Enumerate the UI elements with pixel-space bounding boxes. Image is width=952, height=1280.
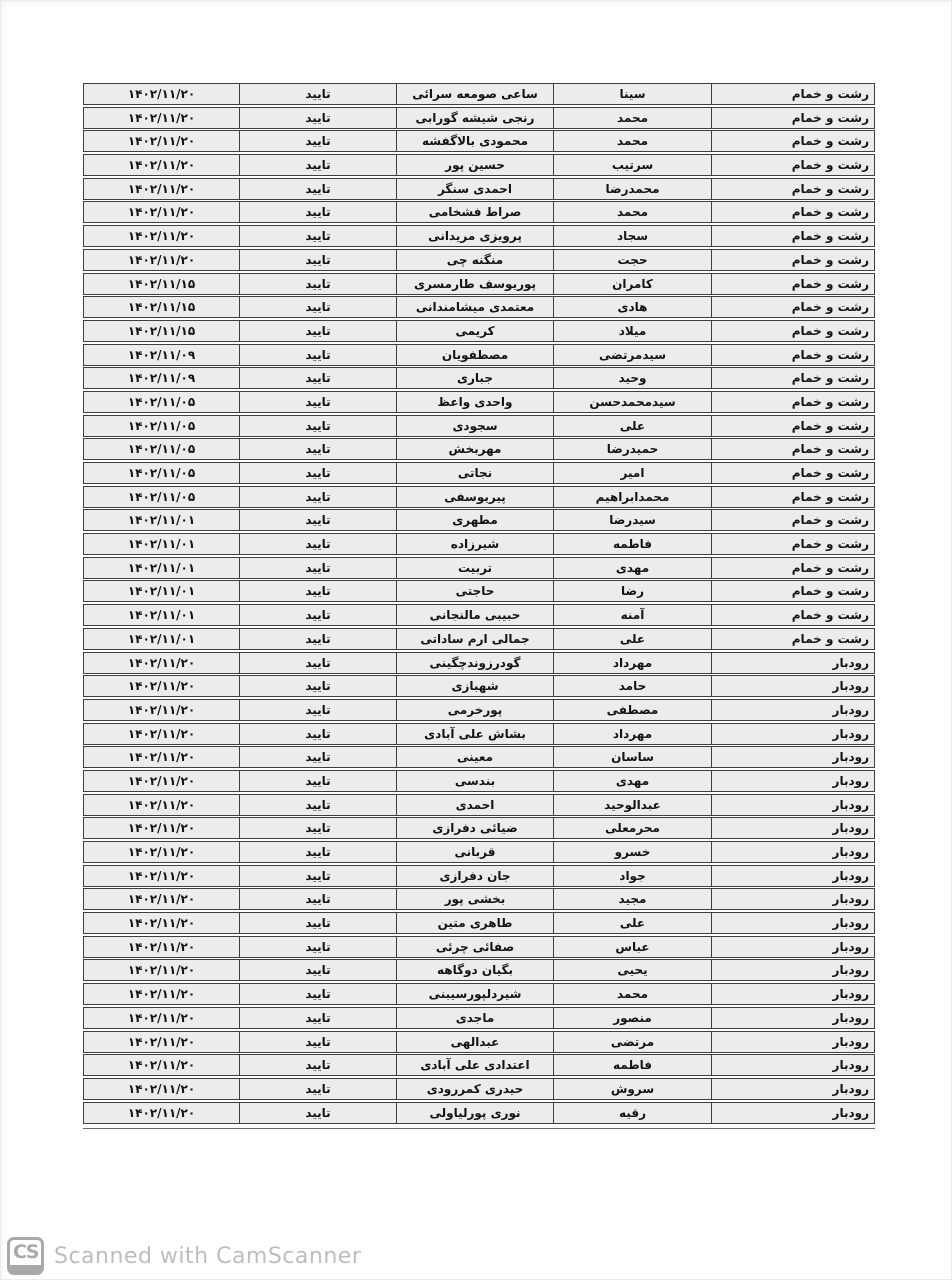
cell-last-name: جباری [397,368,554,388]
cell-last-name: پرویزی مریدانی [397,226,554,246]
cell-status: تایید [240,605,397,625]
cell-last-name: احمدی [397,795,554,815]
table-row [83,557,875,579]
cell-date: ۱۴۰۲/۱۱/۰۵ [84,416,240,436]
cell-city: رشت و خمام [791,394,869,409]
cell-date: ۱۴۰۲/۱۱/۰۱ [84,510,240,530]
cell-last-name: بشاش علی آبادی [397,724,554,744]
cell-first-name: عبدالوحید [554,795,712,815]
table-row [83,178,875,200]
table-row [83,794,875,816]
cell-first-name: مهدی [554,558,712,578]
table-row [83,107,875,129]
cell-city: رودبار [832,1105,869,1120]
cell-last-name: مطهری [397,510,554,530]
table-row [83,1054,875,1076]
cell-city: رودبار [832,1010,869,1025]
cell-date: ۱۴۰۲/۱۱/۲۰ [84,1055,240,1075]
cell-last-name: پیریوسفی [397,487,554,507]
cell-city: رشت و خمام [791,181,869,196]
cell-date: ۱۴۰۲/۱۱/۲۰ [84,226,240,246]
cell-first-name: سیدرضا [554,510,712,530]
cell-last-name: بخشی پور [397,889,554,909]
cell-date: ۱۴۰۲/۱۱/۲۰ [84,913,240,933]
cell-date: ۱۴۰۲/۱۱/۲۰ [84,653,240,673]
cell-first-name: علی [554,416,712,436]
cell-status: تایید [240,368,397,388]
cell-date: ۱۴۰۲/۱۱/۰۱ [84,534,240,554]
cell-date: ۱۴۰۲/۱۱/۲۰ [84,250,240,270]
cell-date: ۱۴۰۲/۱۱/۰۵ [84,392,240,412]
cell-last-name: بندسی [397,771,554,791]
cell-date: ۱۴۰۲/۱۱/۰۵ [84,439,240,459]
cell-first-name: هادی [554,297,712,317]
cell-city: رودبار [832,773,869,788]
table-row [83,462,875,484]
table-row [83,865,875,887]
cell-city: رودبار [832,726,869,741]
table-row [83,604,875,626]
cell-last-name: ضیائی دفرازی [397,818,554,838]
cell-date: ۱۴۰۲/۱۱/۰۱ [84,605,240,625]
table-row [83,154,875,176]
cell-status: تایید [240,487,397,507]
table-row [83,201,875,223]
cell-last-name: پوریوسف طارمسری [397,274,554,294]
cell-first-name: محمدرضا [554,179,712,199]
cell-status: تایید [240,1103,397,1123]
cell-first-name: مهدی [554,771,712,791]
cell-first-name: امیر [554,463,712,483]
cell-first-name: محرمعلی [554,818,712,838]
cell-date: ۱۴۰۲/۱۱/۲۰ [84,700,240,720]
cell-city: رشت و خمام [791,560,869,575]
cell-last-name: پورخرمی [397,700,554,720]
cell-city: رشت و خمام [791,631,869,646]
cell-first-name: مجید [554,889,712,909]
cell-first-name: یحیی [554,960,712,980]
cell-status: تایید [240,1008,397,1028]
cell-status: تایید [240,913,397,933]
table-row [83,225,875,247]
cell-status: تایید [240,179,397,199]
cell-status: تایید [240,534,397,554]
table-row [83,415,875,437]
table-row [83,699,875,721]
cell-last-name: مهربخش [397,439,554,459]
table-row [83,83,875,105]
table-row [83,580,875,602]
cell-status: تایید [240,960,397,980]
cell-first-name: عباس [554,937,712,957]
table-row [83,273,875,295]
cell-city: رشت و خمام [791,608,869,623]
cell-city: رشت و خمام [791,513,869,528]
table-row [83,367,875,389]
cell-date: ۱۴۰۲/۱۱/۲۰ [84,842,240,862]
cell-city: رودبار [832,655,869,670]
table-row [83,391,875,413]
cell-status: تایید [240,1079,397,1099]
cell-last-name: قربانی [397,842,554,862]
cell-date: ۱۴۰۲/۱۱/۲۰ [84,937,240,957]
table-row [83,438,875,460]
cell-city: رشت و خمام [791,323,869,338]
cell-status: تایید [240,700,397,720]
cell-date: ۱۴۰۲/۱۱/۱۵ [84,321,240,341]
table-row [83,628,875,650]
cell-status: تایید [240,463,397,483]
cell-date: ۱۴۰۲/۱۱/۲۰ [84,866,240,886]
cell-first-name: مصطفی [554,700,712,720]
cell-status: تایید [240,842,397,862]
cell-first-name: محمد [554,202,712,222]
cell-first-name: خسرو [554,842,712,862]
cell-status: تایید [240,392,397,412]
cell-status: تایید [240,653,397,673]
cell-date: ۱۴۰۲/۱۱/۲۰ [84,676,240,696]
cell-last-name: محمودی بالاگفشه [397,131,554,151]
cell-status: تایید [240,984,397,1004]
table-row [83,296,875,318]
table-row [83,1078,875,1100]
cell-status: تایید [240,297,397,317]
cell-last-name: گودرزوندچگینی [397,653,554,673]
cell-first-name: سرتیب [554,155,712,175]
cell-city: رشت و خمام [791,205,869,220]
table-row [83,486,875,508]
cell-city: رشت و خمام [791,347,869,362]
cell-date: ۱۴۰۲/۱۱/۱۵ [84,274,240,294]
cell-status: تایید [240,250,397,270]
cell-city: رودبار [832,750,869,765]
cell-status: تایید [240,439,397,459]
table-row [83,1007,875,1029]
cell-first-name: فاطمه [554,534,712,554]
cell-status: تایید [240,1055,397,1075]
cell-last-name: تربیت [397,558,554,578]
cell-first-name: رقیه [554,1103,712,1123]
cell-city: رشت و خمام [791,418,869,433]
cell-first-name: وحید [554,368,712,388]
table-row [83,817,875,839]
cell-city: رودبار [832,1081,869,1096]
cell-date: ۱۴۰۲/۱۱/۲۰ [84,889,240,909]
cell-first-name: کامران [554,274,712,294]
scanned-with-text: Scanned with CamScanner [54,1243,362,1269]
table-row [83,983,875,1005]
cell-status: تایید [240,155,397,175]
cell-status: تایید [240,558,397,578]
cell-first-name: حجت [554,250,712,270]
cell-date: ۱۴۰۲/۱۱/۲۰ [84,771,240,791]
cell-status: تایید [240,866,397,886]
cell-city: رودبار [832,963,869,978]
cell-date: ۱۴۰۲/۱۱/۲۰ [84,1032,240,1052]
cell-last-name: ماجدی [397,1008,554,1028]
cell-last-name: حسین پور [397,155,554,175]
cell-first-name: حامد [554,676,712,696]
table-row [83,888,875,910]
cell-date: ۱۴۰۲/۱۱/۲۰ [84,84,240,104]
cell-status: تایید [240,321,397,341]
cell-first-name: سروش [554,1079,712,1099]
cell-date: ۱۴۰۲/۱۱/۲۰ [84,155,240,175]
table-row [83,249,875,271]
cell-date: ۱۴۰۲/۱۱/۲۰ [84,108,240,128]
table-row [83,675,875,697]
cell-last-name: معتمدی میشامندانی [397,297,554,317]
cell-date: ۱۴۰۲/۱۱/۲۰ [84,818,240,838]
cell-date: ۱۴۰۲/۱۱/۲۰ [84,131,240,151]
camscanner-logo-icon [7,1237,44,1275]
cell-last-name: حیدری کمررودی [397,1079,554,1099]
cell-first-name: حمیدرضا [554,439,712,459]
cell-status: تایید [240,818,397,838]
cell-first-name: جواد [554,866,712,886]
cell-last-name: ساعی صومعه سرائی [397,84,554,104]
cell-first-name: مرتضی [554,1032,712,1052]
cell-status: تایید [240,202,397,222]
cell-first-name: میلاد [554,321,712,341]
cell-last-name: جان دفرازی [397,866,554,886]
cell-status: تایید [240,345,397,365]
cell-last-name: واحدی واعظ [397,392,554,412]
cell-last-name: حبیبی مالنجانی [397,605,554,625]
table-row [83,723,875,745]
cell-city: رودبار [832,987,869,1002]
cell-date: ۱۴۰۲/۱۱/۰۱ [84,629,240,649]
cell-city: رودبار [832,821,869,836]
cell-first-name: سینا [554,84,712,104]
cell-city: رشت و خمام [791,300,869,315]
cell-status: تایید [240,889,397,909]
table-row [83,746,875,768]
cell-first-name: ساسان [554,747,712,767]
camscanner-logo-text: CS [13,1241,38,1263]
cell-city: رودبار [832,845,869,859]
cell-status: تایید [240,226,397,246]
cell-city: رشت و خمام [791,584,869,599]
table-row [83,1102,875,1124]
cell-date: ۱۴۰۲/۱۱/۱۵ [84,297,240,317]
cell-last-name: طاهری متین [397,913,554,933]
cell-city: رشت و خمام [791,158,869,173]
cell-city: رشت و خمام [791,229,869,244]
cell-city: رودبار [832,939,869,954]
cell-city: رشت و خمام [791,134,869,149]
cell-first-name: محمدابراهیم [554,487,712,507]
cell-date: ۱۴۰۲/۱۱/۲۰ [84,724,240,744]
table-row [83,841,875,863]
cell-first-name: آمنه [554,605,712,625]
cell-city: رودبار [832,702,869,717]
cell-first-name: سیدمحمدحسن [554,392,712,412]
cell-date: ۱۴۰۲/۱۱/۲۰ [84,1079,240,1099]
cell-last-name: عبدالهی [397,1032,554,1052]
cell-status: تایید [240,84,397,104]
cell-status: تایید [240,131,397,151]
cell-first-name: علی [554,913,712,933]
cell-city: رشت و خمام [791,252,869,267]
cell-city: رودبار [832,1034,869,1049]
cell-last-name: معینی [397,747,554,767]
approval-table [83,83,875,1125]
cell-last-name: صراط فشخامی [397,202,554,222]
cell-first-name: محمد [554,108,712,128]
cell-last-name: منگنه چی [397,250,554,270]
cell-city: رودبار [832,797,869,812]
table-row [83,509,875,531]
cell-last-name: بگیان دوگاهه [397,960,554,980]
cell-city: رودبار [832,1058,869,1073]
cell-city: رشت و خمام [791,466,869,480]
cell-city: رشت و خمام [791,110,869,125]
cell-date: ۱۴۰۲/۱۱/۲۰ [84,795,240,815]
table-row [83,936,875,958]
cell-status: تایید [240,771,397,791]
cell-last-name: اعتدادی علی آبادی [397,1055,554,1075]
cell-date: ۱۴۰۲/۱۱/۲۰ [84,1008,240,1028]
cell-date: ۱۴۰۲/۱۱/۰۹ [84,345,240,365]
table-row [83,320,875,342]
cell-last-name: صفائی چرئی [397,937,554,957]
cell-date: ۱۴۰۲/۱۱/۲۰ [84,1103,240,1123]
cell-city: رودبار [832,868,869,883]
cell-last-name: کریمی [397,321,554,341]
cell-status: تایید [240,795,397,815]
cell-date: ۱۴۰۲/۱۱/۰۵ [84,487,240,507]
cell-first-name: علی [554,629,712,649]
cell-first-name: رضا [554,581,712,601]
table-row [83,770,875,792]
cell-first-name: سیدمرتضی [554,345,712,365]
cell-status: تایید [240,108,397,128]
table-bottom-border [83,1128,875,1129]
cell-last-name: شیرزاده [397,534,554,554]
cell-date: ۱۴۰۲/۱۱/۲۰ [84,960,240,980]
cell-city: رشت و خمام [791,87,869,101]
cell-status: تایید [240,416,397,436]
table-row [83,533,875,555]
cell-city: رودبار [832,892,869,907]
cell-first-name: فاطمه [554,1055,712,1075]
cell-status: تایید [240,676,397,696]
cell-last-name: جمالی ارم ساداتی [397,629,554,649]
cell-first-name: سجاد [554,226,712,246]
cell-status: تایید [240,510,397,530]
cell-first-name: مهرداد [554,653,712,673]
cell-first-name: محمد [554,984,712,1004]
cell-date: ۱۴۰۲/۱۱/۰۱ [84,581,240,601]
table-row [83,959,875,981]
cell-status: تایید [240,629,397,649]
cell-last-name: سجودی [397,416,554,436]
cell-last-name: رنجی شیشه گورابی [397,108,554,128]
cell-status: تایید [240,724,397,744]
cell-city: رشت و خمام [791,442,869,457]
cell-date: ۱۴۰۲/۱۱/۲۰ [84,984,240,1004]
table-row [83,1031,875,1053]
cell-date: ۱۴۰۲/۱۱/۰۱ [84,558,240,578]
cell-last-name: مصطفویان [397,345,554,365]
cell-date: ۱۴۰۲/۱۱/۲۰ [84,202,240,222]
cell-last-name: شهبازی [397,676,554,696]
camscanner-footer [7,1237,361,1275]
cell-city: رشت و خمام [791,276,869,291]
cell-last-name: شیردلپورسیبنی [397,984,554,1004]
table-row [83,344,875,366]
camscanner-logo-bar [10,1265,41,1272]
cell-first-name: منصور [554,1008,712,1028]
cell-last-name: نوری پورلیاولی [397,1103,554,1123]
cell-last-name: حاجتی [397,581,554,601]
cell-city: رودبار [832,916,869,931]
cell-date: ۱۴۰۲/۱۱/۲۰ [84,747,240,767]
cell-last-name: نجاتی [397,463,554,483]
cell-status: تایید [240,747,397,767]
cell-city: رشت و خمام [791,489,869,504]
cell-city: رودبار [832,679,869,694]
cell-first-name: مهرداد [554,724,712,744]
cell-date: ۱۴۰۲/۱۱/۲۰ [84,179,240,199]
cell-date: ۱۴۰۲/۱۱/۰۵ [84,463,240,483]
cell-status: تایید [240,274,397,294]
cell-city: رشت و خمام [791,371,869,386]
cell-status: تایید [240,581,397,601]
cell-first-name: محمد [554,131,712,151]
cell-status: تایید [240,1032,397,1052]
table-row [83,130,875,152]
cell-city: رشت و خمام [791,537,869,552]
table-row [83,912,875,934]
cell-last-name: احمدی سنگر [397,179,554,199]
cell-date: ۱۴۰۲/۱۱/۰۹ [84,368,240,388]
table-row [83,652,875,674]
cell-status: تایید [240,937,397,957]
